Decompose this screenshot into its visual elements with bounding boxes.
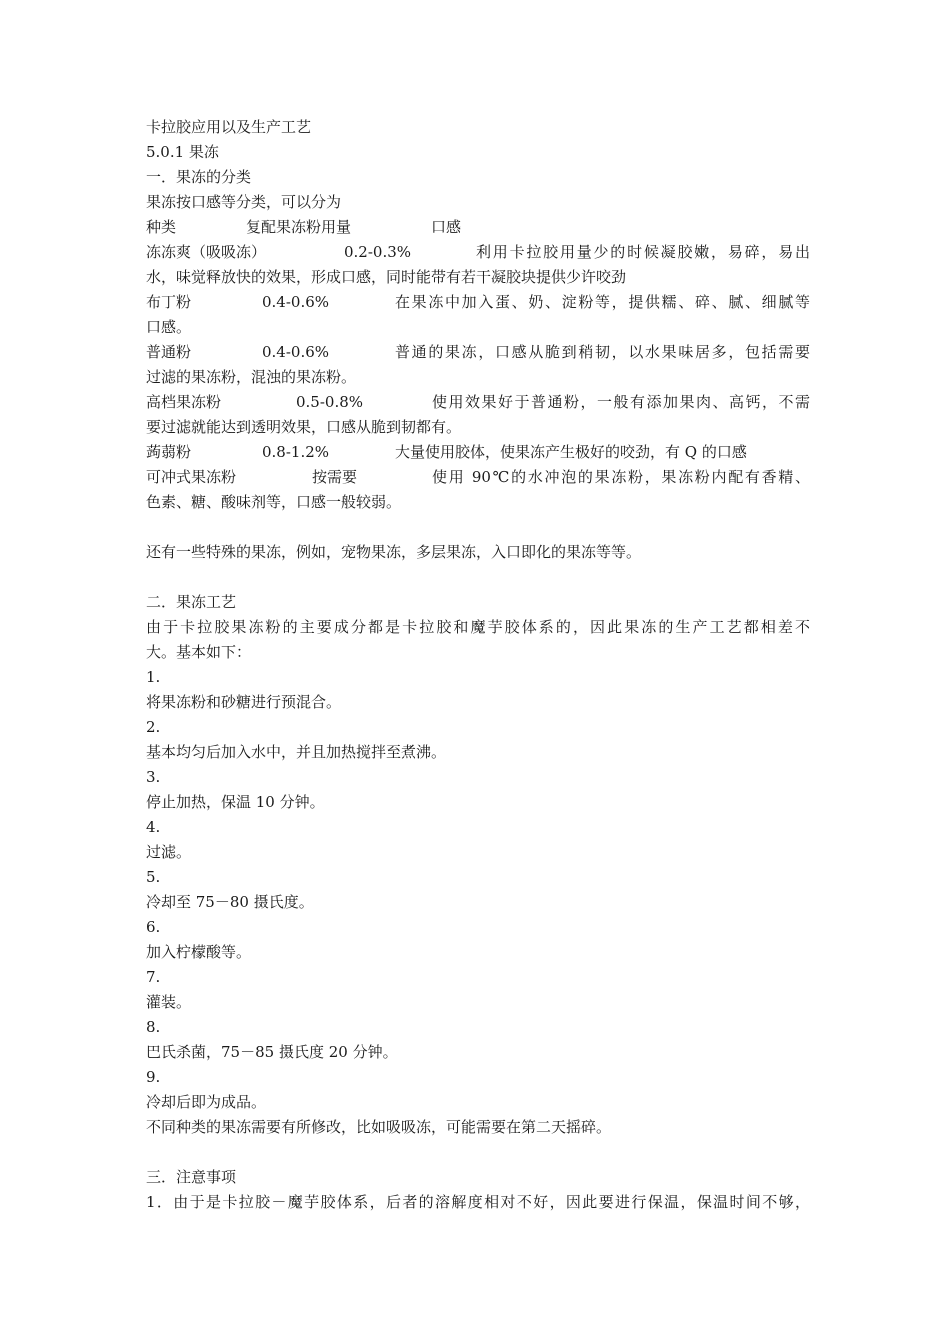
process-note: 不同种类的果冻需要有所修改，比如吸吸冻，可能需要在第二天摇碎。 (146, 1118, 612, 1136)
row-type: 蒟蒻粉 (146, 443, 192, 461)
row-amount: 0.5-0.8% (296, 393, 364, 411)
section-number: 5.0.1 果冻 (146, 143, 219, 161)
section-2-heading: 二．果冻工艺 (146, 593, 237, 611)
document-title: 卡拉胶应用以及生产工艺 (146, 118, 312, 136)
row-type: 普通粉 (146, 343, 192, 361)
step-number: 1. (146, 668, 161, 686)
row-desc: 大量使用胶体，使果冻产生极好的咬劲，有 Q 的口感 (395, 443, 747, 461)
row-type: 布丁粉 (146, 293, 192, 311)
step-number: 6. (146, 918, 161, 936)
section-2-intro: 由于卡拉胶果冻粉的主要成分都是卡拉胶和魔芋胶体系的，因此果冻的生产工艺都相差不 (146, 618, 810, 636)
section-1-intro: 果冻按口感等分类，可以分为 (146, 193, 342, 211)
row-amount: 按需要 (312, 468, 358, 486)
row-desc-continued: 要过滤就能达到透明效果，口感从脆到韧都有。 (146, 418, 462, 436)
col-header-amount: 复配果冻粉用量 (246, 218, 352, 236)
table-row (146, 290, 810, 315)
step-number: 2. (146, 718, 161, 736)
col-header-texture: 口感 (431, 218, 462, 236)
row-type: 高档果冻粉 (146, 393, 222, 411)
row-amount: 0.8-1.2% (262, 443, 330, 461)
row-desc-continued: 口感。 (146, 318, 192, 336)
section-3-item: 1．由于是卡拉胶－魔芋胶体系，后者的溶解度相对不好，因此要进行保温，保温时间不够， (146, 1193, 810, 1211)
step-number: 5. (146, 868, 161, 886)
step-number: 8. (146, 1018, 161, 1036)
table-header-row (146, 215, 810, 240)
table-row (146, 465, 810, 490)
row-amount: 0.2-0.3% (344, 243, 412, 261)
special-jelly-note: 还有一些特殊的果冻，例如，宠物果冻，多层果冻，入口即化的果冻等等。 (146, 543, 642, 561)
col-header-type: 种类 (146, 218, 177, 236)
blank-line (146, 565, 810, 590)
row-desc: 在果冻中加入蛋、奶、淀粉等，提供糯、碎、腻、细腻等 (395, 293, 810, 311)
table-row (146, 340, 810, 365)
row-amount: 0.4-0.6% (262, 293, 330, 311)
step-text: 冷却后即为成品。 (146, 1093, 267, 1111)
step-text: 将果冻粉和砂糖进行预混合。 (146, 693, 342, 711)
blank-line (146, 1140, 810, 1165)
step-number: 7. (146, 968, 161, 986)
step-text: 基本均匀后加入水中，并且加热搅拌至煮沸。 (146, 743, 447, 761)
row-type: 可冲式果冻粉 (146, 468, 237, 486)
table-row (146, 390, 810, 415)
table-row (146, 440, 810, 465)
row-desc: 普通的果冻，口感从脆到稍韧，以水果味居多，包括需要 (395, 343, 810, 361)
row-amount: 0.4-0.6% (262, 343, 330, 361)
row-desc: 利用卡拉胶用量少的时候凝胶嫩，易碎，易出 (476, 243, 810, 261)
step-number: 9. (146, 1068, 161, 1086)
section-2-intro-continued: 大。基本如下： (146, 643, 252, 661)
blank-line (146, 515, 810, 540)
step-text: 灌装。 (146, 993, 192, 1011)
document-body (146, 115, 810, 1215)
step-text: 停止加热，保温 10 分钟。 (146, 793, 325, 811)
row-desc-continued: 水，味觉释放快的效果，形成口感，同时能带有若干凝胶块提供少许咬劲 (146, 268, 627, 286)
row-type: 冻冻爽（吸吸冻） (146, 243, 267, 261)
section-1-heading: 一．果冻的分类 (146, 168, 252, 186)
step-text: 加入柠檬酸等。 (146, 943, 252, 961)
step-number: 3. (146, 768, 161, 786)
table-row (146, 240, 810, 265)
row-desc-continued: 色素、糖、酸味剂等，口感一般较弱。 (146, 493, 402, 511)
step-text: 冷却至 75－80 摄氏度。 (146, 893, 314, 911)
step-text: 过滤。 (146, 843, 192, 861)
row-desc: 使用 90℃的水冲泡的果冻粉，果冻粉内配有香精、 (432, 468, 810, 486)
step-number: 4. (146, 818, 161, 836)
row-desc: 使用效果好于普通粉，一般有添加果肉、高钙，不需 (432, 393, 810, 411)
step-text: 巴氏杀菌，75－85 摄氏度 20 分钟。 (146, 1043, 398, 1061)
row-desc-continued: 过滤的果冻粉，混浊的果冻粉。 (146, 368, 357, 386)
section-3-heading: 三．注意事项 (146, 1168, 237, 1186)
